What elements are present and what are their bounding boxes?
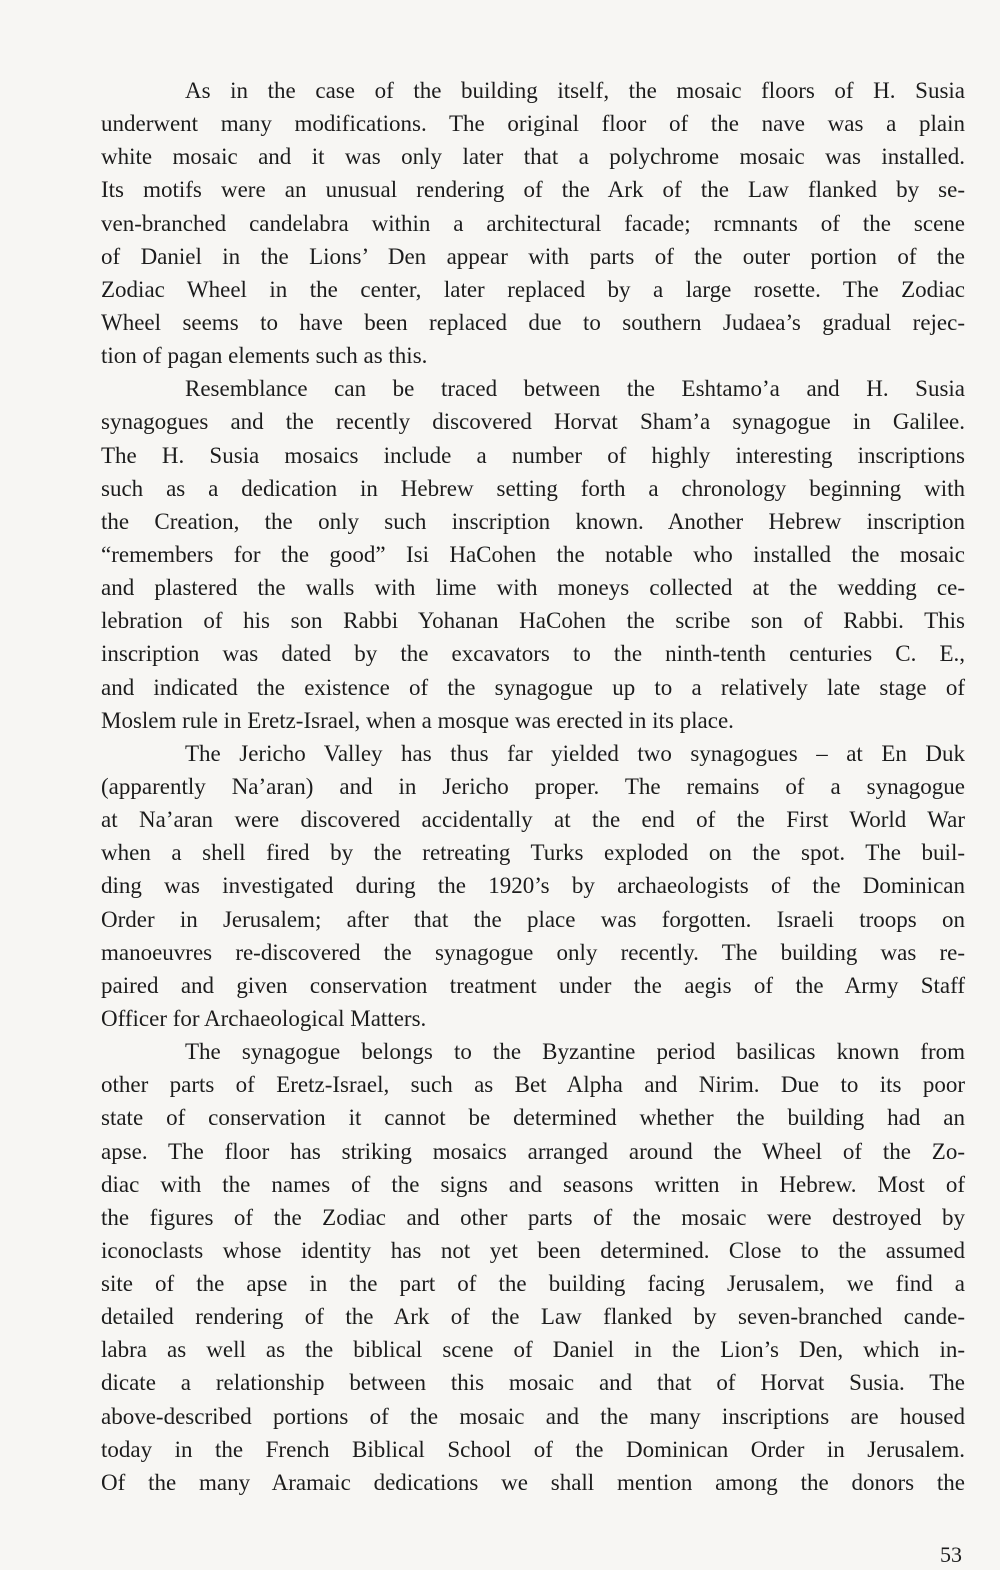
paragraph-2: [101, 372, 965, 737]
text-line: state of conservation it cannot be determined whether the building had an: [101, 1105, 965, 1131]
text-line: The synagogue belongs to the Byzantine period basilicas known from: [185, 1039, 965, 1065]
text-line: other parts of Eretz-Israel, such as Bet Alpha and Nirim. Due to its poor: [101, 1072, 965, 1098]
text-line: detailed rendering of the Ark of the Law flanked by seven-branched cande-: [101, 1304, 965, 1330]
text-line: such as a dedication in Hebrew setting forth a chronology beginning with: [101, 475, 965, 501]
text-line: labra as well as the biblical scene of Daniel in the Lion’s Den, which in-: [101, 1337, 965, 1363]
text-line: of Daniel in the Lions’ Den appear with parts of the outer portion of the: [101, 243, 965, 269]
page-number: 53: [940, 1542, 962, 1567]
paragraph-3: [101, 737, 965, 1035]
text-line: Wheel seems to have been replaced due to southern Judaea’s gradual rejec-: [101, 309, 965, 335]
text-line: white mosaic and it was only later that a polychrome mosaic was installed.: [101, 144, 965, 170]
text-line: “remembers for the good” Isi HaCohen the notable who installed the mosaic: [101, 541, 965, 567]
text-line: today in the French Biblical School of the Dominican Order in Jerusalem.: [101, 1436, 965, 1462]
text-line: manoeuvres re-discovered the synagogue only recently. The building was re-: [101, 939, 965, 965]
text-line: The Jericho Valley has thus far yielded two synagogues – at En Duk: [185, 740, 965, 766]
paragraph-4: [101, 1035, 965, 1499]
text-line: paired and given conservation treatment under the aegis of the Army Staff: [101, 972, 965, 998]
text-line: and plastered the walls with lime with moneys collected at the wedding ce-: [101, 575, 965, 601]
text-line: Order in Jerusalem; after that the place was forgotten. Israeli troops on: [101, 906, 965, 932]
text-line: the Creation, the only such inscription known. Another Hebrew inscription: [101, 508, 965, 534]
text-line: Moslem rule in Eretz-Israel, when a mosque was erected in its place.: [101, 707, 734, 733]
page-body-text: [101, 74, 965, 1499]
text-line: The H. Susia mosaics include a number of highly interesting inscriptions: [101, 442, 965, 468]
text-line: the figures of the Zodiac and other parts of the mosaic were destroyed by: [101, 1204, 965, 1230]
text-line: synagogues and the recently discovered Horvat Sham’a synagogue in Galilee.: [101, 409, 965, 435]
text-line: inscription was dated by the excavators to the ninth-tenth centuries C. E.,: [101, 641, 965, 667]
text-line: ding was investigated during the 1920’s by archaeologists of the Dominican: [101, 873, 965, 899]
text-line: Resemblance can be traced between the Eshtamo’a and H. Susia: [185, 376, 965, 402]
text-line: lebration of his son Rabbi Yohanan HaCohen the scribe son of Rabbi. This: [101, 608, 965, 634]
text-line: when a shell fired by the retreating Turks exploded on the spot. The buil-: [101, 840, 965, 866]
text-line: iconoclasts whose identity has not yet been determined. Close to the assumed: [101, 1237, 965, 1263]
paragraph-1: [101, 74, 965, 372]
text-line: ven-branched candelabra within a architectural facade; rcmnants of the scene: [101, 210, 965, 236]
text-line: at Na’aran were discovered accidentally at the end of the First World War: [101, 807, 965, 833]
text-line: tion of pagan elements such as this.: [101, 343, 428, 369]
text-line: Zodiac Wheel in the center, later replaced by a large rosette. The Zodiac: [101, 276, 965, 302]
text-line: site of the apse in the part of the building facing Jerusalem, we find a: [101, 1271, 965, 1297]
text-line: dicate a relationship between this mosaic and that of Horvat Susia. The: [101, 1370, 965, 1396]
text-line: Officer for Archaeological Matters.: [101, 1005, 427, 1031]
text-line: Its motifs were an unusual rendering of the Ark of the Law flanked by se-: [101, 177, 965, 203]
text-line: and indicated the existence of the synagogue up to a relatively late stage of: [101, 674, 965, 700]
text-line: Of the many Aramaic dedications we shall mention among the donors the: [101, 1469, 965, 1495]
text-line: above-described portions of the mosaic and the many inscriptions are housed: [101, 1403, 965, 1429]
text-line: diac with the names of the signs and seasons written in Hebrew. Most of: [101, 1171, 965, 1197]
text-line: (apparently Na’aran) and in Jericho proper. The remains of a synagogue: [101, 773, 965, 799]
text-line: As in the case of the building itself, the mosaic floors of H. Susia: [185, 78, 965, 103]
text-line: underwent many modifications. The original floor of the nave was a plain: [101, 111, 965, 137]
text-line: apse. The floor has striking mosaics arranged around the Wheel of the Zo-: [101, 1138, 965, 1164]
